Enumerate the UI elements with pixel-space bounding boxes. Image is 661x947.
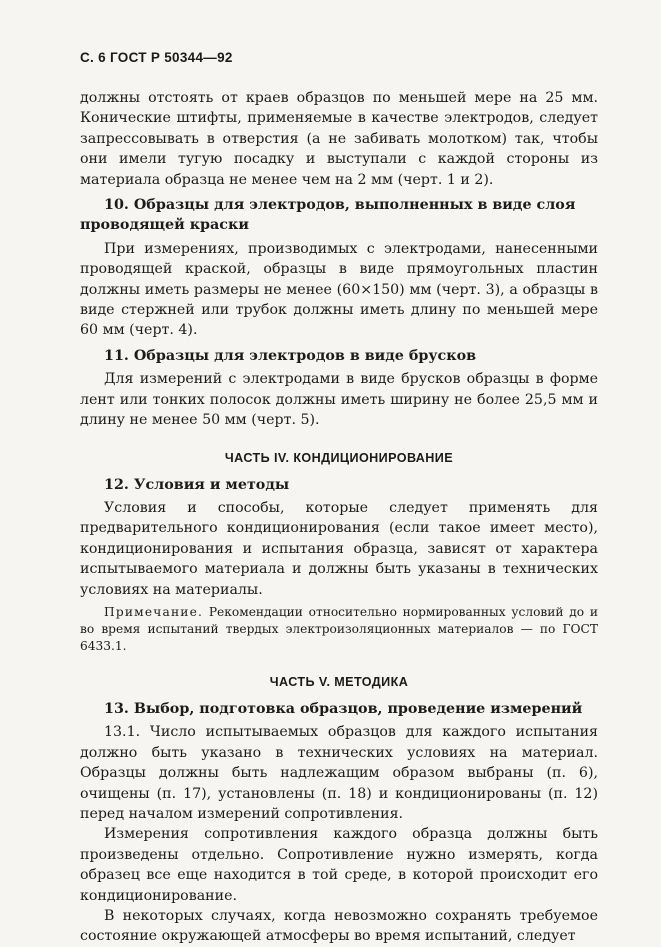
- section-13-1-text: 13.1. Число испытываемых образцов для каждого испытания должно быть указано в технических условиях на материал. Образцы должны быть надлежащим образом выбраны (п. 6), очищены (п. 17), установлены (п. 18) и кондиционированы (п. 12) перед началом измерений сопротивления.: [80, 724, 598, 822]
- section-13-heading: 13. Выбор, подготовка образцов, проведение измерений: [104, 700, 583, 717]
- section-10-text: При измерениях, производимых с электродами, нанесенными проводящей краской, образцы в виде прямоугольных пластин должны иметь размеры не менее (60×150) мм (черт. 3), а образцы в виде стержней или трубок должны иметь длину по меньшей мере 60 мм (черт. 4).: [80, 240, 598, 339]
- part-4-heading: ЧАСТЬ IV. КОНДИЦИОНИРОВАНИЕ: [224, 450, 454, 465]
- paragraph-continuation: должны отстоять от краев образцов по меньшей мере на 25 мм. Конические штифты, применяемые в качестве электродов, следует запрессовывать в отверстия (а не забивать молотком) так, чтобы они имели тугую посадку и выступали с каждой стороны из материала образца не менее чем на 2 мм (черт. 1 и 2).: [80, 90, 598, 188]
- note: [80, 604, 598, 655]
- note-text: Рекомендации относительно нормированных условий до и во время испытаний твердых электроизоляционных материалов — по ГОСТ 6433.1.: [80, 604, 598, 653]
- part-5-heading: ЧАСТЬ V. МЕТОДИКА: [269, 674, 409, 689]
- section-11-heading: 11. Образцы для электродов в виде брусков: [104, 347, 477, 364]
- section-12-text: Условия и способы, которые следует применять для предварительного кондиционирования (если такое имеет место), кондиционирования и испытания образца, зависят от характера испытываемого материала и должны быть указаны в технических условиях на материалы.: [80, 499, 598, 598]
- section-12-heading: 12. Условия и методы: [104, 476, 290, 493]
- section-13-para-2: Измерения сопротивления каждого образца должны быть произведены отдельно. Сопротивление нужно измерять, когда образец все еще находится в той среде, в которой происходит его кондиционирование.: [80, 826, 598, 904]
- section-10-heading: 10. Образцы для электродов, выполненных в виде слоя проводящей краски: [80, 197, 576, 234]
- document-body: [80, 88, 598, 947]
- note-label: Примечание.: [104, 604, 204, 619]
- section-11-text: Для измерений с электродами в виде брусков образцы в форме лент или тонких полосок должны иметь ширину не более 25,5 мм и длину не менее 50 мм (черт. 5).: [80, 371, 598, 429]
- page-header: С. 6 ГОСТ Р 50344—92: [80, 50, 233, 65]
- section-13-para-3: В некоторых случаях, когда невозможно сохранять требуемое состояние окружающей атмосферы во время испытаний, следует: [80, 908, 598, 945]
